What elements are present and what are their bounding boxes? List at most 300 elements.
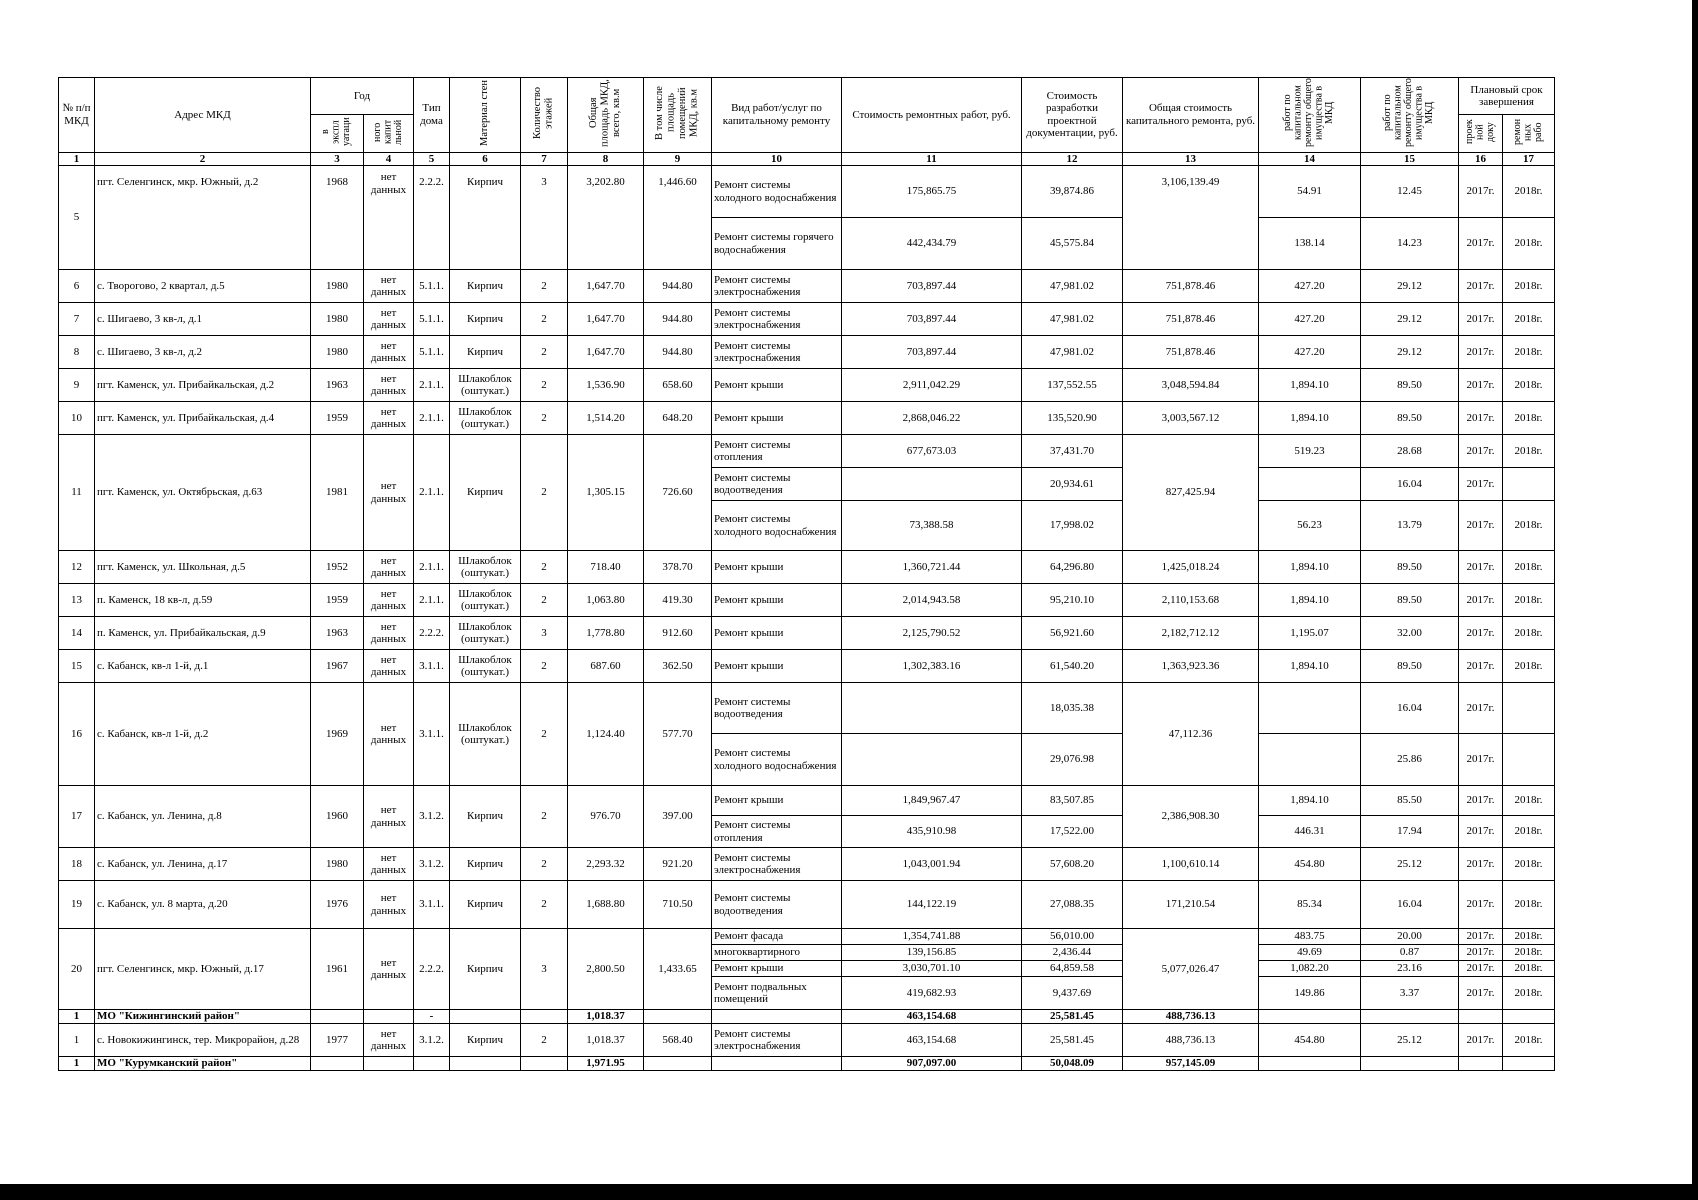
- cell-year: 1968: [311, 166, 364, 270]
- header-area-rooms: [644, 78, 712, 153]
- cell-total: 2,110,153.68: [1123, 584, 1259, 617]
- cell-c15: 89.50: [1361, 650, 1459, 683]
- cell-term-design: 2017г.: [1459, 786, 1503, 816]
- cell-cost: 907,097.00: [842, 1057, 1022, 1071]
- cell-total: 3,003,567.12: [1123, 402, 1259, 435]
- table-row: [59, 786, 1555, 816]
- cell-term-design: 2017г.: [1459, 683, 1503, 734]
- cell-term-repair: 2018г.: [1503, 945, 1555, 961]
- cell-term-repair: 2018г.: [1503, 270, 1555, 303]
- table-body: [59, 166, 1555, 1071]
- cell-c14: 446.31: [1259, 816, 1361, 848]
- cell-no: 1: [59, 1024, 95, 1057]
- cell-c15: 89.50: [1361, 551, 1459, 584]
- table-row: [59, 617, 1555, 650]
- cell-c14: 56.23: [1259, 501, 1361, 551]
- header-material-text: Материал стен: [479, 80, 491, 146]
- cell-material: Кирпич: [450, 435, 521, 551]
- cell-material: Шлакоблок (оштукат.): [450, 683, 521, 786]
- cell-work: Ремонт крыши: [712, 584, 842, 617]
- cell-area: 1,063.80: [568, 584, 644, 617]
- district-title: МО "Курумканский район": [95, 1057, 311, 1071]
- cell-floors: 2: [521, 369, 568, 402]
- cell-repair-year: нет данных: [364, 551, 414, 584]
- cell-floors: 2: [521, 435, 568, 551]
- cell-term-repair: 2018г.: [1503, 881, 1555, 929]
- cell-empty: [364, 1010, 414, 1024]
- cell-type: 2.1.1.: [414, 551, 450, 584]
- cell-design: 137,552.55: [1022, 369, 1123, 402]
- cell-area: 1,536.90: [568, 369, 644, 402]
- cell-cost: 1,360,721.44: [842, 551, 1022, 584]
- cell-work: Ремонт крыши: [712, 369, 842, 402]
- col-number: 10: [712, 152, 842, 166]
- cell-no: 8: [59, 336, 95, 369]
- cell-type: 2.2.2.: [414, 929, 450, 1010]
- cell-design: 61,540.20: [1022, 650, 1123, 683]
- cell-c14: 1,894.10: [1259, 402, 1361, 435]
- cell-area: 3,202.80: [568, 166, 644, 270]
- cell-design: 57,608.20: [1022, 848, 1123, 881]
- cell-material: Шлакоблок (оштукат.): [450, 402, 521, 435]
- cell-term-repair: 2018г.: [1503, 816, 1555, 848]
- cell-repair-year: нет данных: [364, 929, 414, 1010]
- table-row: [59, 929, 1555, 945]
- header-material: [450, 78, 521, 153]
- cell-c14: 1,894.10: [1259, 650, 1361, 683]
- cell-area: 1,305.15: [568, 435, 644, 551]
- cell-term-design: 2017г.: [1459, 166, 1503, 218]
- cell-empty: [450, 1057, 521, 1071]
- cell-c14: 427.20: [1259, 336, 1361, 369]
- cell-c15: 17.94: [1361, 816, 1459, 848]
- cell-no: 18: [59, 848, 95, 881]
- table-row: [59, 270, 1555, 303]
- cell-design: 18,035.38: [1022, 683, 1123, 734]
- cell-type: 2.1.1.: [414, 435, 450, 551]
- cell-year: 1969: [311, 683, 364, 786]
- cell-term-design: 2017г.: [1459, 929, 1503, 945]
- cell-design: 95,210.10: [1022, 584, 1123, 617]
- cell-c15: 29.12: [1361, 303, 1459, 336]
- cell-no: 11: [59, 435, 95, 551]
- col-number: 9: [644, 152, 712, 166]
- cell-c15: 89.50: [1361, 584, 1459, 617]
- table-header: [59, 78, 1555, 166]
- scan-border-right: [1692, 0, 1698, 1200]
- cell-total: 488,736.13: [1123, 1010, 1259, 1024]
- cell-design: 64,859.58: [1022, 961, 1123, 977]
- cell-c15: 25.12: [1361, 848, 1459, 881]
- cell-total: 1,100,610.14: [1123, 848, 1259, 881]
- cell-material: Кирпич: [450, 336, 521, 369]
- header-term: Плановый срок завершения: [1459, 78, 1555, 115]
- cell-no: 19: [59, 881, 95, 929]
- cell-no: 17: [59, 786, 95, 848]
- cell-design: 9,437.69: [1022, 977, 1123, 1010]
- cell-type: 3.1.2.: [414, 786, 450, 848]
- cell-area: 1,647.70: [568, 270, 644, 303]
- cell-area-rooms: 1,433.65: [644, 929, 712, 1010]
- cell-design: 37,431.70: [1022, 435, 1123, 468]
- cell-term-design: 2017г.: [1459, 584, 1503, 617]
- cell-c15: 16.04: [1361, 881, 1459, 929]
- cell-material: Кирпич: [450, 848, 521, 881]
- cell-cost: 1,354,741.88: [842, 929, 1022, 945]
- cell-floors: 2: [521, 402, 568, 435]
- cell-year: 1967: [311, 650, 364, 683]
- cell-total: 488,736.13: [1123, 1024, 1259, 1057]
- cell-empty: [644, 1057, 712, 1071]
- capital-repair-table: [58, 77, 1555, 1071]
- cell-c15: 12.45: [1361, 166, 1459, 218]
- cell-design: 56,921.60: [1022, 617, 1123, 650]
- cell-year: 1977: [311, 1024, 364, 1057]
- cell-address: с. Кабанск, ул. Ленина, д.8: [95, 786, 311, 848]
- cell-floors: 3: [521, 929, 568, 1010]
- cell-type: 3.1.1.: [414, 881, 450, 929]
- header-no: № п/п МКД: [59, 78, 95, 153]
- cell-c15: 89.50: [1361, 369, 1459, 402]
- cell-total: 1,363,923.36: [1123, 650, 1259, 683]
- cell-cost: 73,388.58: [842, 501, 1022, 551]
- cell-term-repair: 2018г.: [1503, 929, 1555, 945]
- cell-type: 3.1.2.: [414, 1024, 450, 1057]
- header-type: Тип дома: [414, 78, 450, 153]
- cell-work: Ремонт системы холодного водоснабжения: [712, 166, 842, 218]
- col-number: 11: [842, 152, 1022, 166]
- cell-floors: 2: [521, 683, 568, 786]
- header-area-rooms-text: В том числе площадь помещений МКД, кв.м: [654, 86, 701, 140]
- cell-floors: 2: [521, 270, 568, 303]
- cell-address: с. Шигаево, 3 кв-л, д.1: [95, 303, 311, 336]
- table-row: [59, 551, 1555, 584]
- cell-c15: 25.86: [1361, 734, 1459, 786]
- cell-total: 3,106,139.49: [1123, 166, 1259, 270]
- cell-design: 47,981.02: [1022, 336, 1123, 369]
- cell-cost: 677,673.03: [842, 435, 1022, 468]
- cell-design: 50,048.09: [1022, 1057, 1123, 1071]
- cell-type: 5.1.1.: [414, 336, 450, 369]
- col-number: 13: [1123, 152, 1259, 166]
- cell-address: с. Шигаево, 3 кв-л, д.2: [95, 336, 311, 369]
- cell-cost: 144,122.19: [842, 881, 1022, 929]
- cell-design: 135,520.90: [1022, 402, 1123, 435]
- cell-work: Ремонт крыши: [712, 961, 842, 977]
- cell-term-design: 2017г.: [1459, 881, 1503, 929]
- cell-work: Ремонт крыши: [712, 551, 842, 584]
- header-year-repair: [364, 115, 414, 152]
- cell-material: Кирпич: [450, 881, 521, 929]
- cell-design: 25,581.45: [1022, 1010, 1123, 1024]
- cell-term-repair: 2018г.: [1503, 786, 1555, 816]
- header-c14-text: работ по капитальном ремонту общего имущества в МКД: [1282, 78, 1336, 148]
- cell-c15: 20.00: [1361, 929, 1459, 945]
- cell-type: 5.1.1.: [414, 270, 450, 303]
- cell-empty: [521, 1010, 568, 1024]
- cell-area: 1,647.70: [568, 336, 644, 369]
- cell-empty: [1259, 1010, 1361, 1024]
- cell-c15: 89.50: [1361, 402, 1459, 435]
- cell-year: 1961: [311, 929, 364, 1010]
- header-cost-design: Стоимость разработки проектной документации, руб.: [1022, 78, 1123, 153]
- cell-empty: [311, 1010, 364, 1024]
- cell-cost: 463,154.68: [842, 1010, 1022, 1024]
- cell-cost: 1,043,001.94: [842, 848, 1022, 881]
- cell-repair-year: нет данных: [364, 303, 414, 336]
- cell-empty: [644, 1010, 712, 1024]
- cell-work: Ремонт системы холодного водоснабжения: [712, 734, 842, 786]
- cell-area-rooms: 577.70: [644, 683, 712, 786]
- cell-year: 1980: [311, 336, 364, 369]
- cell-c15: 29.12: [1361, 336, 1459, 369]
- cell-empty: [311, 1057, 364, 1071]
- cell-empty: [1459, 1010, 1503, 1024]
- col-number: 3: [311, 152, 364, 166]
- header-cost-total: Общая стоимость капитального ремонта, руб.: [1123, 78, 1259, 153]
- cell-term-repair: 2018г.: [1503, 336, 1555, 369]
- cell-design: 47,981.02: [1022, 303, 1123, 336]
- cell-repair-year: нет данных: [364, 881, 414, 929]
- table-row: [59, 1024, 1555, 1057]
- cell-cost: 442,434.79: [842, 218, 1022, 270]
- column-numbers-row: [59, 152, 1555, 166]
- cell-repair-year: нет данных: [364, 166, 414, 270]
- cell-empty: [414, 1057, 450, 1071]
- cell-empty: [712, 1010, 842, 1024]
- cell-cost: 175,865.75: [842, 166, 1022, 218]
- cell-c14: 85.34: [1259, 881, 1361, 929]
- cell-type: 3.1.1.: [414, 650, 450, 683]
- cell-area-rooms: 378.70: [644, 551, 712, 584]
- cell-design: 27,088.35: [1022, 881, 1123, 929]
- cell-cost: [842, 734, 1022, 786]
- col-number: 8: [568, 152, 644, 166]
- cell-term-repair: 2018г.: [1503, 402, 1555, 435]
- cell-design: 29,076.98: [1022, 734, 1123, 786]
- cell-floors: 2: [521, 584, 568, 617]
- cell-address: с. Новокижингинск, тер. Микрорайон, д.28: [95, 1024, 311, 1057]
- cell-no: 7: [59, 303, 95, 336]
- cell-cost: 2,014,943.58: [842, 584, 1022, 617]
- cell-material: Кирпич: [450, 303, 521, 336]
- cell-year: 1963: [311, 369, 364, 402]
- cell-no: 10: [59, 402, 95, 435]
- cell-material: Кирпич: [450, 929, 521, 1010]
- cell-cost: 1,302,383.16: [842, 650, 1022, 683]
- cell-work: Ремонт системы электроснабжения: [712, 303, 842, 336]
- cell-term-repair: 2018г.: [1503, 584, 1555, 617]
- table-row: [59, 166, 1555, 218]
- cell-type: 5.1.1.: [414, 303, 450, 336]
- cell-cost: 1,849,967.47: [842, 786, 1022, 816]
- cell-total: 2,182,712.12: [1123, 617, 1259, 650]
- cell-no: 1: [59, 1057, 95, 1071]
- cell-c15: 32.00: [1361, 617, 1459, 650]
- header-floors: [521, 78, 568, 153]
- cell-term-repair: [1503, 734, 1555, 786]
- header-year: Год: [311, 78, 414, 115]
- cell-floors: 2: [521, 848, 568, 881]
- cell-term-repair: 2018г.: [1503, 617, 1555, 650]
- cell-design: 17,522.00: [1022, 816, 1123, 848]
- cell-term-design: 2017г.: [1459, 435, 1503, 468]
- cell-cost: 139,156.85: [842, 945, 1022, 961]
- cell-c14: 54.91: [1259, 166, 1361, 218]
- cell-no: 20: [59, 929, 95, 1010]
- cell-area: 2,800.50: [568, 929, 644, 1010]
- cell-empty: [521, 1057, 568, 1071]
- cell-area-rooms: 944.80: [644, 303, 712, 336]
- cell-year: 1976: [311, 881, 364, 929]
- cell-c14: 138.14: [1259, 218, 1361, 270]
- cell-floors: 2: [521, 551, 568, 584]
- cell-term-design: 2017г.: [1459, 402, 1503, 435]
- cell-c14: 149.86: [1259, 977, 1361, 1010]
- cell-address: п. Каменск, ул. Прибайкальская, д.9: [95, 617, 311, 650]
- cell-repair-year: нет данных: [364, 336, 414, 369]
- table-row: [59, 650, 1555, 683]
- cell-work: Ремонт подвальных помещений: [712, 977, 842, 1010]
- cell-repair-year: нет данных: [364, 584, 414, 617]
- cell-repair-year: нет данных: [364, 786, 414, 848]
- cell-area-rooms: 568.40: [644, 1024, 712, 1057]
- cell-no: 9: [59, 369, 95, 402]
- cell-no: 6: [59, 270, 95, 303]
- cell-c15: 28.68: [1361, 435, 1459, 468]
- col-number: 12: [1022, 152, 1123, 166]
- cell-area-rooms: 362.50: [644, 650, 712, 683]
- cell-area-rooms: 912.60: [644, 617, 712, 650]
- cell-term-design: 2017г.: [1459, 218, 1503, 270]
- cell-empty: [1361, 1057, 1459, 1071]
- cell-repair-year: нет данных: [364, 435, 414, 551]
- table-row: [59, 848, 1555, 881]
- cell-c14: [1259, 468, 1361, 501]
- cell-repair-year: нет данных: [364, 402, 414, 435]
- cell-empty: [712, 1057, 842, 1071]
- cell-type: 2.2.2.: [414, 617, 450, 650]
- cell-address: с. Кабанск, кв-л 1-й, д.2: [95, 683, 311, 786]
- cell-material: Кирпич: [450, 270, 521, 303]
- cell-area: 687.60: [568, 650, 644, 683]
- cell-design: 2,436.44: [1022, 945, 1123, 961]
- cell-term-repair: [1503, 468, 1555, 501]
- cell-design: 39,874.86: [1022, 166, 1123, 218]
- cell-term-design: 2017г.: [1459, 945, 1503, 961]
- cell-work: Ремонт системы электроснабжения: [712, 336, 842, 369]
- cell-area: 1,018.37: [568, 1024, 644, 1057]
- cell-term-design: 2017г.: [1459, 977, 1503, 1010]
- cell-design: 83,507.85: [1022, 786, 1123, 816]
- cell-floors: 2: [521, 881, 568, 929]
- cell-total: 751,878.46: [1123, 336, 1259, 369]
- cell-material: Кирпич: [450, 1024, 521, 1057]
- cell-no: 14: [59, 617, 95, 650]
- cell-area-rooms: 944.80: [644, 270, 712, 303]
- cell-area-rooms: 921.20: [644, 848, 712, 881]
- cell-repair-year: нет данных: [364, 270, 414, 303]
- cell-c14: 454.80: [1259, 1024, 1361, 1057]
- cell-cost: 703,897.44: [842, 270, 1022, 303]
- cell-design: 17,998.02: [1022, 501, 1123, 551]
- cell-term-design: 2017г.: [1459, 468, 1503, 501]
- cell-work: Ремонт крыши: [712, 786, 842, 816]
- cell-work: Ремонт системы холодного водоснабжения: [712, 501, 842, 551]
- cell-year: 1963: [311, 617, 364, 650]
- cell-address: с. Кабанск, ул. Ленина, д.17: [95, 848, 311, 881]
- cell-c14: 519.23: [1259, 435, 1361, 468]
- header-term-repair: [1503, 115, 1555, 152]
- cell-c15: 14.23: [1361, 218, 1459, 270]
- cell-no: 16: [59, 683, 95, 786]
- cell-address: пгт. Селенгинск, мкр. Южный, д.17: [95, 929, 311, 1010]
- cell-year: 1960: [311, 786, 364, 848]
- cell-c15: 85.50: [1361, 786, 1459, 816]
- cell-floors: 3: [521, 166, 568, 270]
- cell-c14: 1,894.10: [1259, 369, 1361, 402]
- cell-term-design: 2017г.: [1459, 369, 1503, 402]
- cell-floors: 2: [521, 650, 568, 683]
- cell-work: Ремонт системы электроснабжения: [712, 1024, 842, 1057]
- cell-c15: 25.12: [1361, 1024, 1459, 1057]
- cell-material: Шлакоблок (оштукат.): [450, 369, 521, 402]
- cell-empty: [1503, 1057, 1555, 1071]
- cell-type: 3.1.1.: [414, 683, 450, 786]
- cell-design: 45,575.84: [1022, 218, 1123, 270]
- cell-term-design: 2017г.: [1459, 848, 1503, 881]
- cell-repair-year: нет данных: [364, 617, 414, 650]
- cell-type: 2.1.1.: [414, 402, 450, 435]
- header-term-repair-text: ремон ных рабо: [1511, 118, 1544, 145]
- header-floors-text: Количество этажей: [532, 86, 555, 140]
- cell-material: Шлакоблок (оштукат.): [450, 650, 521, 683]
- cell-area-rooms: 658.60: [644, 369, 712, 402]
- cell-term-design: 2017г.: [1459, 303, 1503, 336]
- cell-cost: [842, 468, 1022, 501]
- cell-no: 1: [59, 1010, 95, 1024]
- cell-term-repair: 2018г.: [1503, 435, 1555, 468]
- col-number: 15: [1361, 152, 1459, 166]
- cell-area: 976.70: [568, 786, 644, 848]
- cell-material: Шлакоблок (оштукат.): [450, 584, 521, 617]
- cell-c14: [1259, 683, 1361, 734]
- table-row: [59, 683, 1555, 734]
- cell-c15: 13.79: [1361, 501, 1459, 551]
- subtotal-row: [59, 1010, 1555, 1024]
- cell-cost: 703,897.44: [842, 303, 1022, 336]
- cell-design: 47,981.02: [1022, 270, 1123, 303]
- table-row: [59, 336, 1555, 369]
- cell-work: Ремонт фасада: [712, 929, 842, 945]
- cell-area: 1,688.80: [568, 881, 644, 929]
- cell-type: 2.1.1.: [414, 584, 450, 617]
- cell-empty: [364, 1057, 414, 1071]
- cell-work: Ремонт системы горячего водоснабжения: [712, 218, 842, 270]
- cell-term-design: 2017г.: [1459, 816, 1503, 848]
- cell-floors: 2: [521, 786, 568, 848]
- header-cost-repair: Стоимость ремонтных работ, руб.: [842, 78, 1022, 153]
- cell-work: Ремонт системы отопления: [712, 435, 842, 468]
- cell-address: с. Творогово, 2 квартал, д.5: [95, 270, 311, 303]
- cell-year: 1959: [311, 402, 364, 435]
- header-year-exploit: [311, 115, 364, 152]
- cell-term-design: 2017г.: [1459, 734, 1503, 786]
- cell-floors: 2: [521, 1024, 568, 1057]
- district-title: МО "Кижингинский район": [95, 1010, 311, 1024]
- cell-empty: [1259, 1057, 1361, 1071]
- cell-address: с. Кабанск, ул. 8 марта, д.20: [95, 881, 311, 929]
